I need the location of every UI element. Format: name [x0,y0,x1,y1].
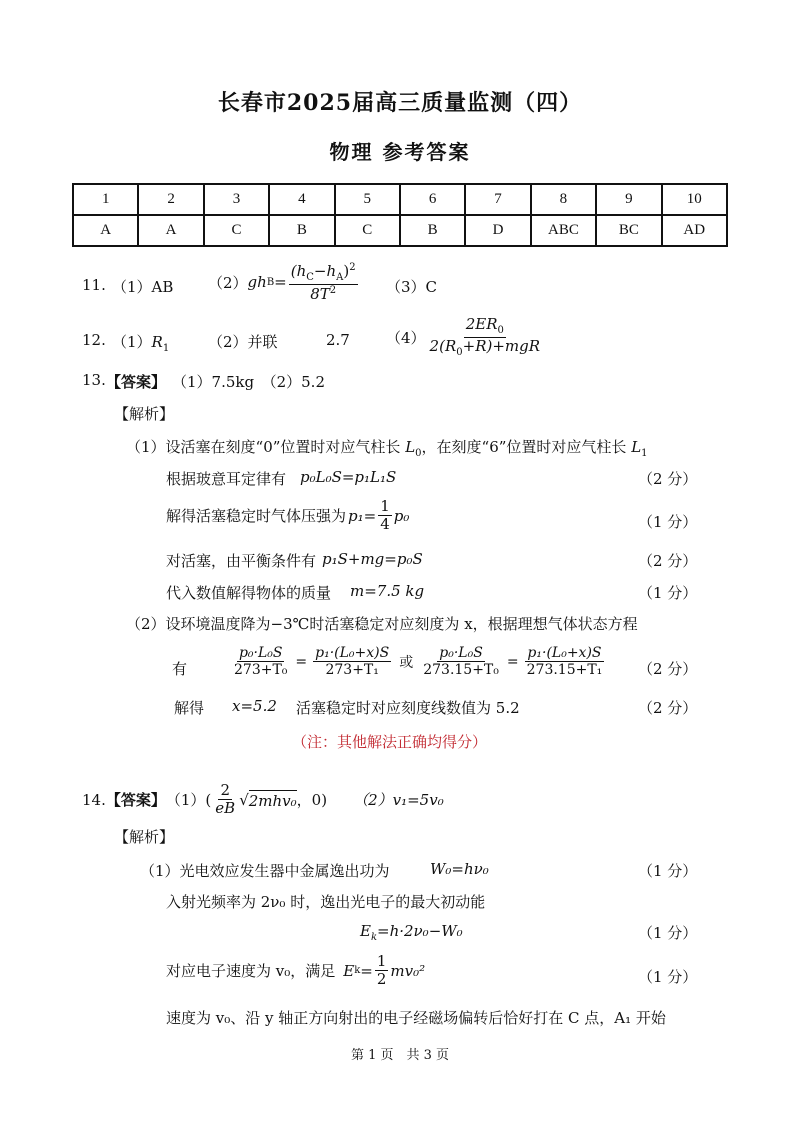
q12-den-sub: 0 [456,346,463,358]
q13-intro-a: （1）设活塞在刻度“0”位置时对应气柱长 [126,438,406,456]
q13-step3-score: （2 分） [638,552,698,570]
q13-eq2-den: 273+T₁ [325,662,379,679]
table-cell: AD [662,215,727,246]
q11-num-sub2: A [336,272,344,283]
q13-L0: L [405,438,416,456]
q14-s1-formula: W₀=hν₀ [430,860,489,878]
q11-num-sub1: C [306,272,314,283]
q14-a2: （2）v₁=5v₀ [353,791,444,810]
q13-gas-equation [230,645,606,678]
table-cell: ABC [531,215,596,246]
table-cell: 4 [269,184,334,215]
q11-fraction-numerator [289,262,358,285]
table-cell: C [204,215,269,246]
q14-s1-text: （1）光电效应发生器中金属逸出功为 [140,862,390,880]
answer-table-number-row [73,184,727,215]
q14-a1-num: 2 [220,781,230,799]
q12-num-sub: 0 [497,325,504,336]
answer-table [72,183,728,247]
q13-step1-text: 根据玻意耳定律有 [166,470,287,488]
q12-part2: （2）并联 [208,333,278,351]
table-cell: 2 [138,184,203,215]
table-cell: 1 [73,184,138,215]
q13-or: 或 [399,654,414,671]
q14-analysis-tag: 【解析】 [114,828,175,846]
q13-eq4-num: p₁·(L₀+x)S [527,645,602,661]
q14-s3-sub: k [370,932,378,943]
q14-s2-text: 入射光频率为 2ν₀ 时，逸出光电子的最大初动能 [166,893,486,911]
q11-num-a: (h [290,262,307,280]
q11-num-sup: 2 [349,262,356,273]
q14-s4-fraction [375,953,389,989]
q11-part2 [208,262,360,303]
q13-step2-rhs: p₀ [393,506,410,525]
q13-L1: L [631,438,642,456]
q12-part1-sub: 1 [162,343,170,354]
q14-sqrt-sign: √ [239,790,249,809]
q14-s4-lhs: E [343,961,355,980]
q13-solve-formula: x=5.2 [232,697,277,715]
table-cell: 5 [335,184,400,215]
q12-part3: 2.7 [326,331,350,349]
q13-step2 [166,498,409,534]
q13-eq3-den: 273.15+T₀ [423,662,499,679]
q14-s4-text: 对应电子速度为 v₀，满足 [166,962,336,981]
q11-den-sup: 2 [329,284,337,296]
q13-step2-lhs: p₁= [348,506,377,525]
q12-part4 [386,316,544,358]
table-cell: 10 [662,184,727,215]
q13-eq4-den: 273.15+T₁ [526,662,603,679]
q13-eq3-fraction [421,645,501,678]
q14-a1-open: （1）( [165,791,212,810]
q14-s5-text: 速度为 v₀、沿 y 轴正方向射出的电子经磁场偏转后恰好打在 C 点，A₁ 开始 [166,1009,666,1027]
q13-step4-text: 代入数值解得物体的质量 [166,584,332,602]
q14-s3-score: （1 分） [638,924,698,942]
q12-den: 2(R [429,336,457,355]
q11-part2-eq: = [274,273,287,292]
q13-step3-text: 对活塞，由平衡条件有 [166,552,317,570]
q14-s4-eq: = [360,961,373,980]
q13-step4-score: （1 分） [638,584,698,602]
table-cell: A [73,215,138,246]
q12-number: 12. [82,331,106,349]
table-cell: 3 [204,184,269,215]
q13-step2-den: 4 [380,515,390,534]
q13-analysis-tag: 【解析】 [114,405,175,423]
page-subtitle: 物理 参考答案 [329,140,471,164]
q14-s4-rhs: mv₀² [390,961,426,980]
q14-answer-tag: 【答案】 [105,791,166,810]
q14-s4 [166,953,425,989]
q12-part4-label: （4） [386,328,426,347]
q14-number: 14. [82,790,106,809]
q14-a1-sqrt: 2mhv₀ [248,791,297,810]
q14-answer-line [82,782,444,818]
q13-eq4-fraction [525,645,605,678]
table-cell: 7 [465,184,530,215]
q11-number: 11. [82,276,106,294]
q13-eq-label: 有 [172,660,188,678]
q13-answer-text: （1）7.5kg （2）5.2 [172,373,325,391]
q13-part1-intro [126,436,648,459]
q13-eq1-den: 273+T₀ [234,662,288,679]
q13-eq3-equals: = [506,653,519,670]
table-cell: D [465,215,530,246]
q11-part2-label: （2） [208,273,248,292]
q14-s4-score: （1 分） [638,968,698,986]
q13-part2-intro: （2）设环境温度降为−3℃时活塞稳定对应刻度为 x，根据理想气体状态方程 [126,615,638,633]
q13-L1-sub: 1 [641,448,648,459]
q13-eq1-num: p₀·L₀S [238,645,283,661]
q11-part2-lhs-sub: B [266,276,275,288]
q13-intro-b: ，在刻度“6”位置时对应气柱长 [421,438,632,456]
q14-a1-fraction [213,782,237,818]
table-cell: BC [596,215,661,246]
q13-step1-score: （2 分） [638,470,698,488]
q11-num-b: −h [313,262,337,280]
q12-fraction-numerator [464,316,506,338]
q13-step2-text: 解得活塞稳定时气体压强为 [166,507,347,526]
table-cell: 8 [531,184,596,215]
q13-solve-score: （2 分） [638,699,698,717]
q12-num: 2ER [465,315,498,333]
q12-den-end: +R)+mgR [462,336,541,355]
table-cell: 9 [596,184,661,215]
q12-fraction-denominator [428,338,542,359]
table-cell: C [335,215,400,246]
q14-s3-rest: =h·2ν₀−W₀ [377,922,463,940]
q14-s4-lhs-sub: k [354,965,361,977]
page-title: 长春市2025届高三质量监测（四） [217,90,583,116]
q13-step2-score: （1 分） [638,513,698,531]
q11-fraction-denominator [308,285,338,303]
q14-a1-den: eB [215,799,236,818]
q14-s1-score: （1 分） [638,862,698,880]
q13-eq2-num: p₁·(L₀+x)S [315,645,390,661]
q11-part3: （3）C [386,278,438,296]
q13-step4-formula: m=7.5 kg [350,582,425,600]
q13-eq1-equals: = [295,653,308,670]
q13-note: （注：其他解法正确均得分） [292,733,488,751]
q13-step2-num: 1 [380,497,390,515]
q13-answer-tag: 【答案】 [106,373,167,391]
q14-s3-E: E [360,922,371,940]
q13-solve-label: 解得 [174,699,205,717]
q14-s4-den: 2 [376,970,387,989]
page-footer: 第 1 页 共 3 页 [350,1048,450,1063]
q13-eq2-fraction [313,645,391,678]
q11-num-c: ) [343,262,350,280]
table-cell: B [400,215,465,246]
q13-step3-formula: p₁S+mg=p₀S [322,550,423,568]
q11-den-a: 8T [310,284,330,303]
q11-part1: （1）AB [112,278,174,296]
answer-table-answer-row [73,215,727,246]
q11-fraction [289,262,358,303]
q13-L0-sub: 0 [415,448,422,459]
q12-fraction [428,316,542,358]
q13-eq1-fraction [232,645,289,678]
q12-part1-label: （1） [112,333,152,351]
table-cell: B [269,215,334,246]
q13-eq3-num: p₀·L₀S [439,645,483,661]
q14-a1-close: ，0) [296,791,328,810]
q14-s4-num: 1 [376,952,387,970]
table-cell: 6 [400,184,465,215]
q13-solve-text: 活塞稳定时对应刻度线数值为 5.2 [296,699,520,717]
q13-number: 13. [82,371,106,389]
q11-part2-lhs: gh [247,273,267,292]
q12-part1 [112,331,169,354]
q13-step2-fraction [378,498,392,534]
q14-s3-formula [360,922,463,943]
q12-part1-var: R [151,333,163,351]
q13-eq-score: （2 分） [638,660,698,678]
q13-step1-formula: p₀L₀S=p₁L₁S [300,468,397,486]
table-cell: A [138,215,203,246]
